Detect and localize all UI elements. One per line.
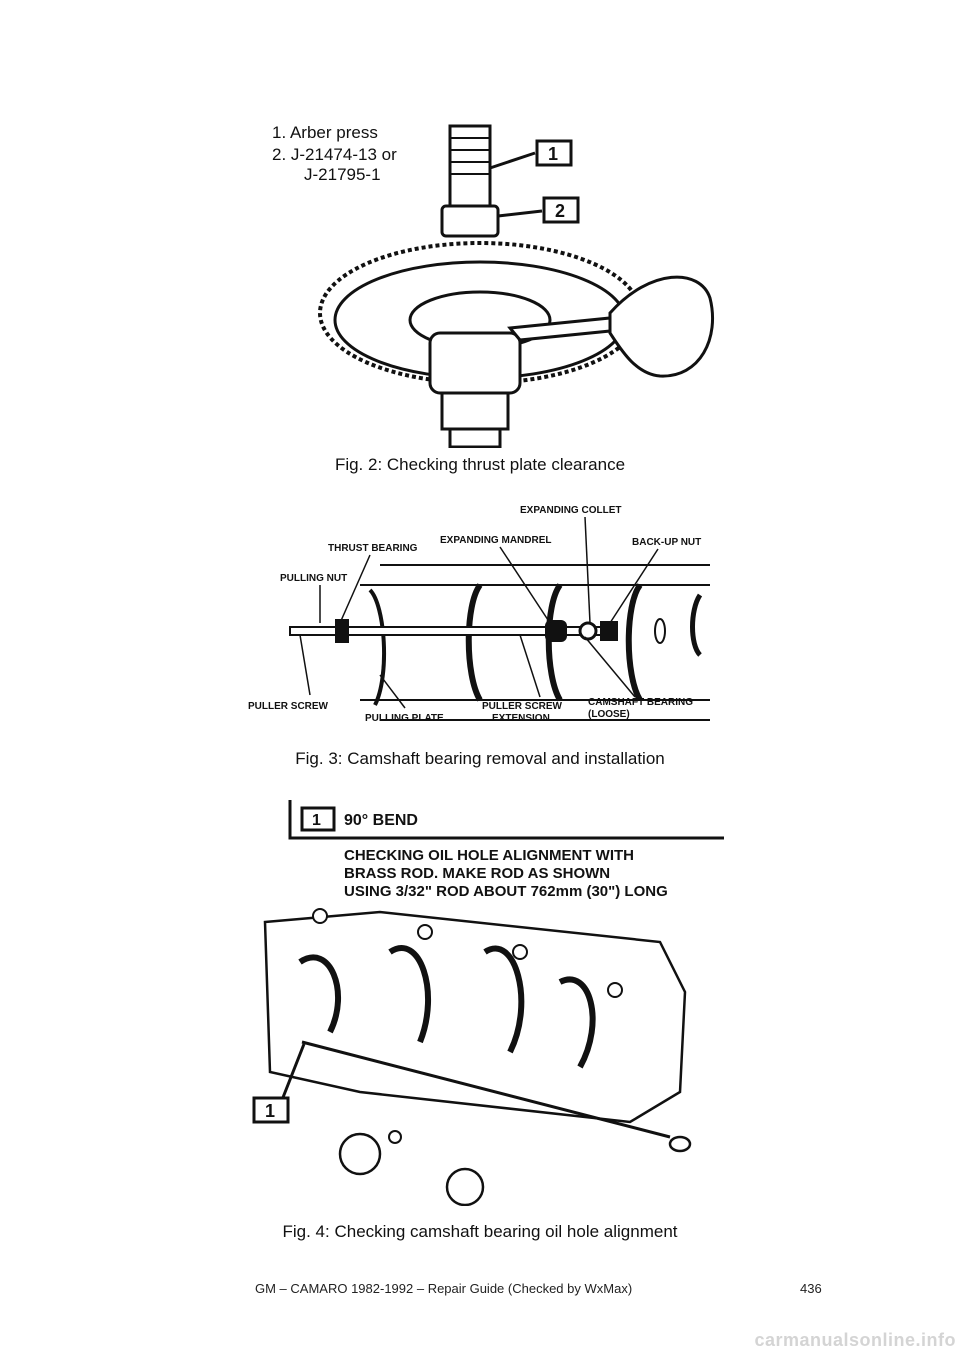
fig4-callout: 1 xyxy=(265,1101,276,1121)
label-pulling-plate: PULLING PLATE xyxy=(365,713,444,724)
fig4-instruction-line-1: CHECKING OIL HOLE ALIGNMENT WITH xyxy=(344,847,634,864)
footer-title: GM – CAMARO 1982-1992 – Repair Guide (Checked by WxMax) xyxy=(255,1281,633,1296)
figure-3-illustration xyxy=(240,495,720,735)
fig4-bend-label: 90° BEND xyxy=(344,812,418,829)
fig2-legend-3: J-21795-1 xyxy=(304,165,381,184)
fig2-callout-2: 2 xyxy=(555,201,566,221)
label-thrust-bearing: THRUST BEARING xyxy=(328,543,418,554)
fig2-callout-1: 1 xyxy=(548,144,559,164)
figure-4-illustration xyxy=(240,792,730,1206)
figure-4-caption: Fig. 4: Checking camshaft bearing oil hole alignment xyxy=(282,1222,678,1241)
fig2-legend-1: 1. Arber press xyxy=(272,123,378,142)
watermark: carmanualsonline.info xyxy=(754,1330,956,1350)
label-expanding-mandrel: EXPANDING MANDREL xyxy=(440,535,552,546)
label-expanding-collet: EXPANDING COLLET xyxy=(520,505,622,516)
fig4-header-callout: 1 xyxy=(312,812,321,829)
figure-2-illustration xyxy=(180,108,780,448)
page-number: 436 xyxy=(800,1281,822,1296)
label-pulling-nut: PULLING NUT xyxy=(280,573,348,584)
label-puller-screw: PULLER SCREW xyxy=(248,701,328,712)
label-puller-screw-extension-1: PULLER SCREW xyxy=(482,701,562,712)
figure-2-caption: Fig. 2: Checking thrust plate clearance xyxy=(334,455,626,474)
fig4-instruction-line-3: USING 3/32" ROD ABOUT 762mm (30") LONG xyxy=(344,883,668,900)
label-puller-screw-extension-2: EXTENSION xyxy=(492,713,550,724)
figure-3-caption: Fig. 3: Camshaft bearing removal and installation xyxy=(295,749,665,768)
camshaft-bearing-tool-drawing xyxy=(240,495,720,735)
label-camshaft-bearing-2: (LOOSE) xyxy=(588,709,630,720)
thrust-plate-drawing xyxy=(180,108,780,448)
oil-hole-alignment-drawing xyxy=(240,792,730,1206)
label-back-up-nut: BACK-UP NUT xyxy=(632,537,702,548)
fig4-instruction-line-2: BRASS ROD. MAKE ROD AS SHOWN xyxy=(344,865,611,882)
fig2-legend-2: 2. J-21474-13 or xyxy=(272,145,397,164)
label-camshaft-bearing-1: CAMSHAFT BEARING xyxy=(588,697,693,708)
